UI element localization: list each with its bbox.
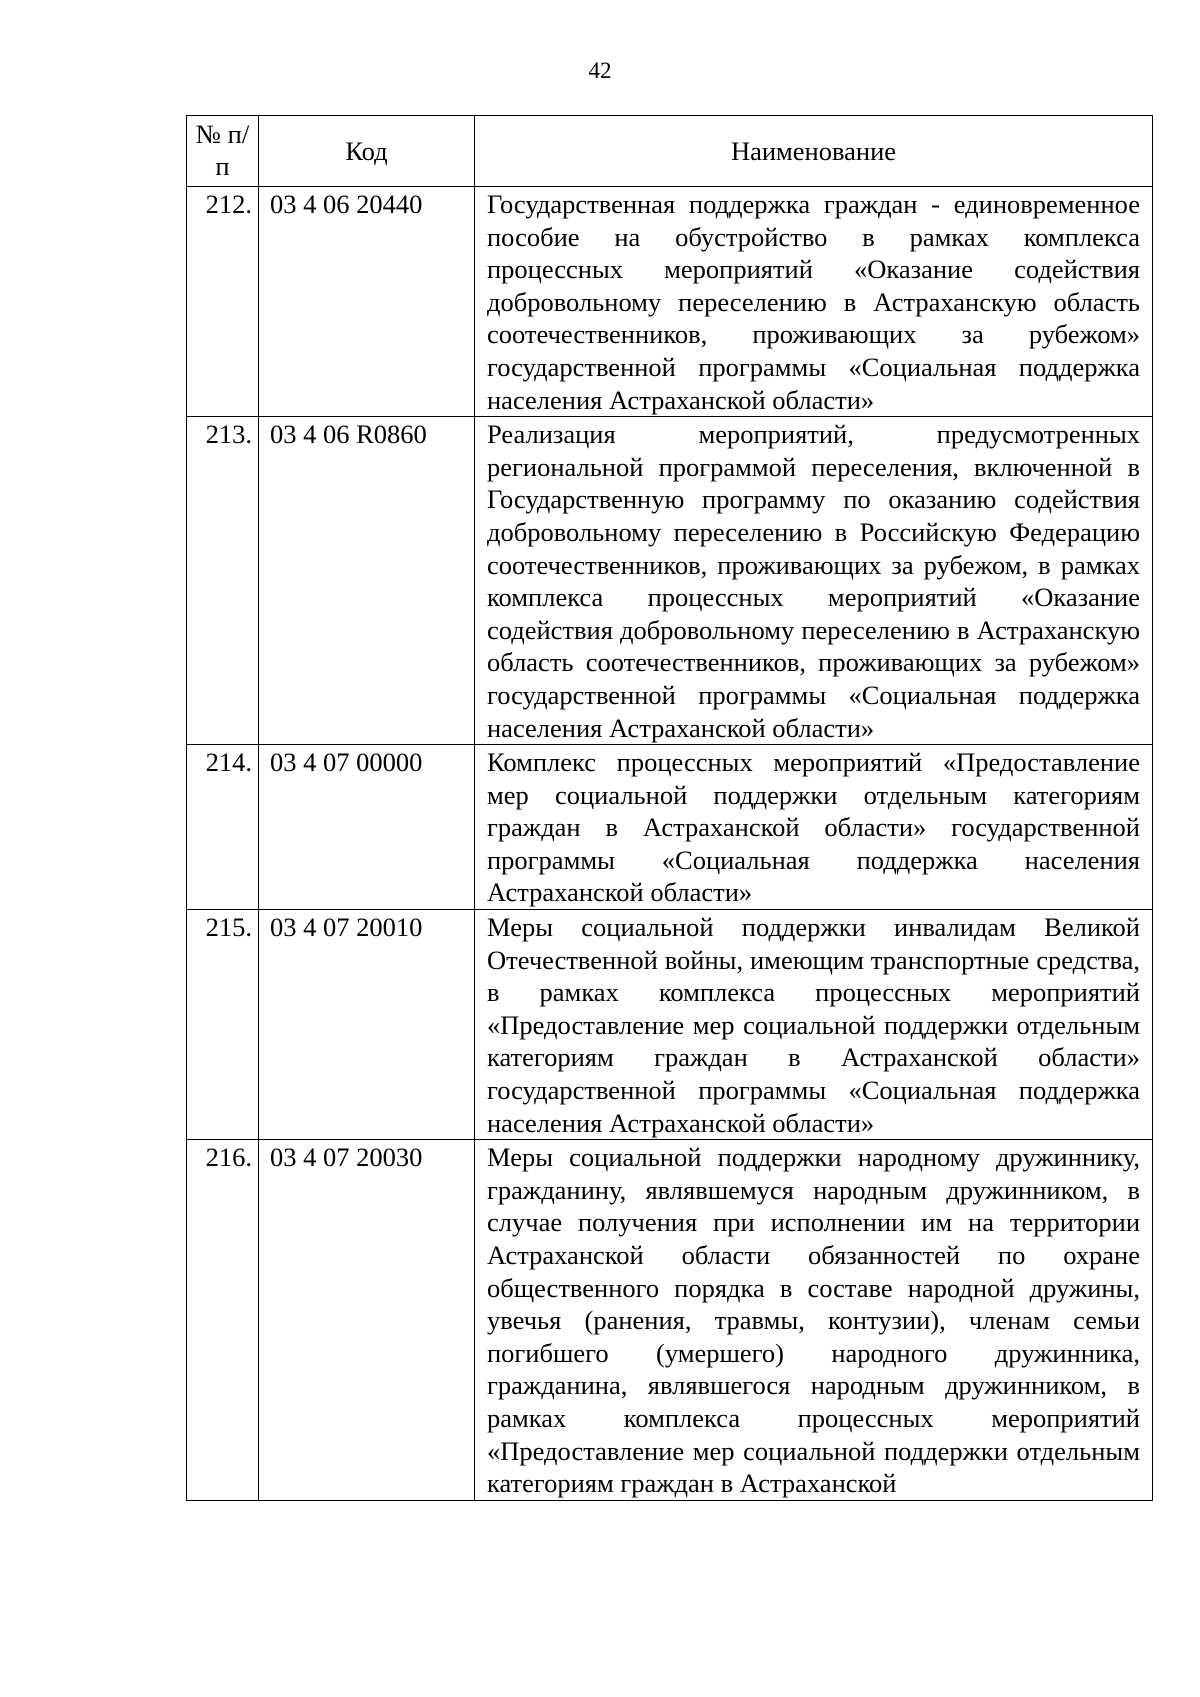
row-name: Реализация мероприятий, предусмотренных региональной программой переселения, включенной в Государственную программу по оказанию содействия добровольному переселению в Российскую Федерацию соотечественников, проживающих за рубежом, в рамках комплекса процессных мероприятий «Оказание содействия добровольному переселению в Астраханскую область соотечественников, проживающих за рубежом» государственной программы «Социальная поддержка населения Астраханской области» xyxy=(475,417,1153,745)
row-code: 03 4 06 R0860 xyxy=(259,417,475,745)
row-num: 215. xyxy=(187,910,259,1140)
table-row xyxy=(187,187,1153,417)
header-name: Наименование xyxy=(475,116,1153,187)
row-code: 03 4 07 20010 xyxy=(259,910,475,1140)
row-name: Государственная поддержка граждан - единовременное пособие на обустройство в рамках комплекса процессных мероприятий «Оказание содействия добровольному переселению в Астраханскую область соотечественников, проживающих за рубежом» государственной программы «Социальная поддержка населения Астраханской области» xyxy=(475,187,1153,417)
row-code: 03 4 06 20440 xyxy=(259,187,475,417)
table-row xyxy=(187,417,1153,745)
header-num: № п/п xyxy=(187,116,259,187)
page-number: 42 xyxy=(588,58,612,83)
row-num: 214. xyxy=(187,745,259,910)
row-name: Меры социальной поддержки народному дружиннику, гражданину, являвшемуся народным дружинником, в случае получения при исполнении им на территории Астраханской области обязанностей по охране общественного порядка в составе народной дружины, увечья (ранения, травмы, контузии), членам семьи погибшего (умершего) народного дружинника, гражданина, являвшегося народным дружинником, в рамках комплекса процессных мероприятий «Предоставление мер социальной поддержки отдельным категориям граждан в Астраханской xyxy=(475,1140,1153,1501)
row-num: 212. xyxy=(187,187,259,417)
table-row xyxy=(187,1140,1153,1501)
row-name: Комплекс процессных мероприятий «Предоставление мер социальной поддержки отдельным категориям граждан в Астраханской области» государственной программы «Социальная поддержка населения Астраханской области» xyxy=(475,745,1153,910)
table-row xyxy=(187,745,1153,910)
row-name: Меры социальной поддержки инвалидам Великой Отечественной войны, имеющим транспортные средства, в рамках комплекса процессных мероприятий «Предоставление мер социальной поддержки отдельным категориям граждан в Астраханской области» государственной программы «Социальная поддержка населения Астраханской области» xyxy=(475,910,1153,1140)
header-code: Код xyxy=(259,116,475,187)
table-row xyxy=(187,910,1153,1140)
classification-table xyxy=(186,115,1153,1501)
row-num: 216. xyxy=(187,1140,259,1501)
row-num: 213. xyxy=(187,417,259,745)
row-code: 03 4 07 00000 xyxy=(259,745,475,910)
table-header-row xyxy=(187,116,1153,187)
row-code: 03 4 07 20030 xyxy=(259,1140,475,1501)
